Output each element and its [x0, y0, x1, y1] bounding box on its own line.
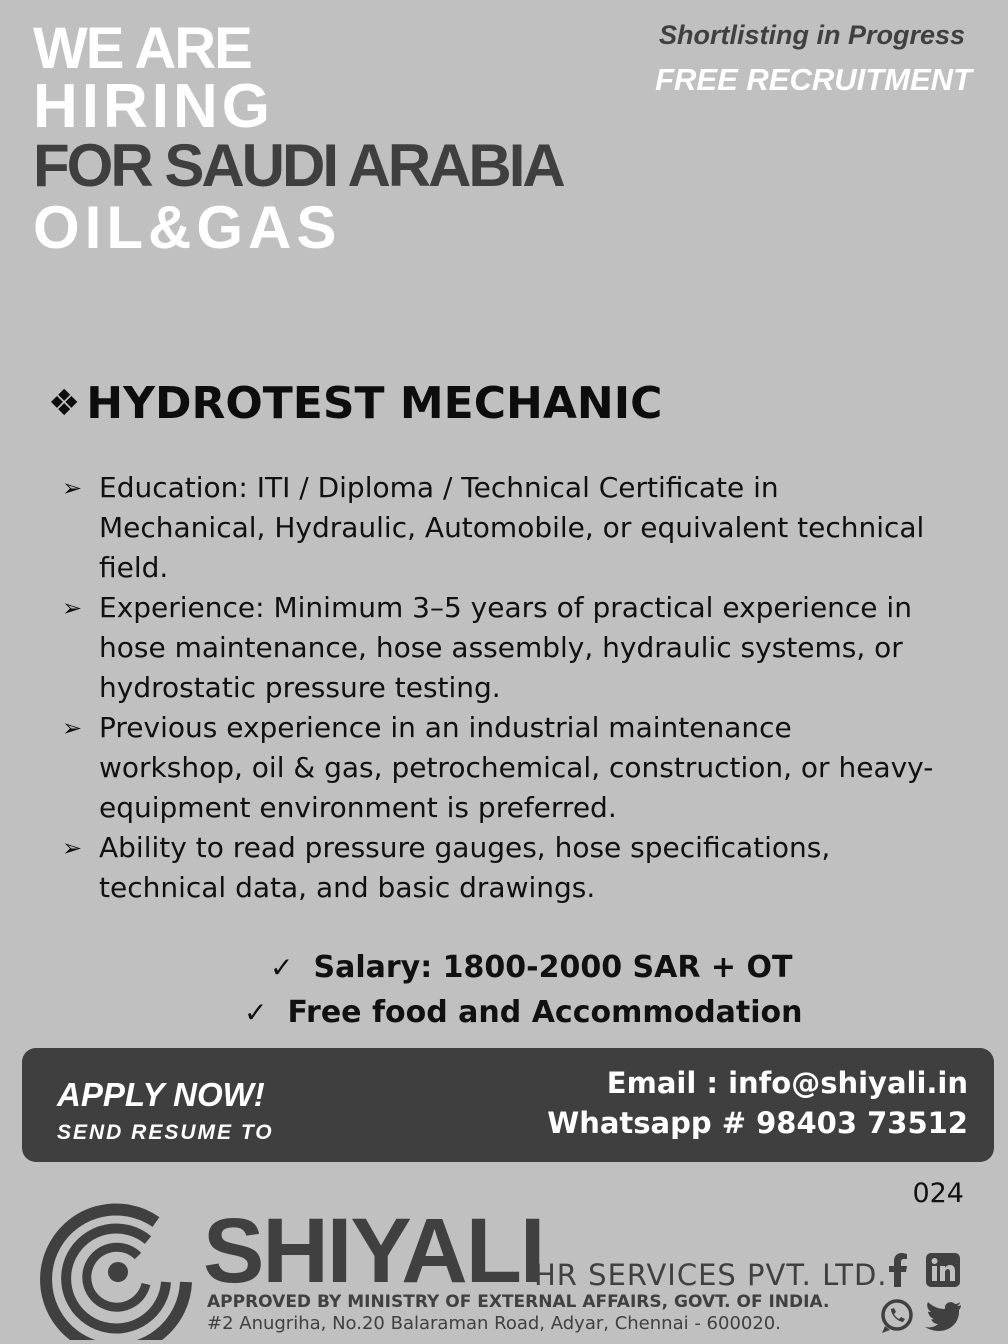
arrow-bullet-icon: ➢ — [62, 834, 83, 862]
arrow-bullet-icon: ➢ — [62, 474, 83, 502]
whatsapp-contact[interactable]: Whatsapp # 98403 73512 — [547, 1106, 968, 1140]
hr-services-label: HR SERVICES PVT. LTD. — [534, 1258, 888, 1292]
arrow-bullet-icon: ➢ — [62, 714, 83, 742]
send-resume-label: SEND RESUME TO — [57, 1121, 274, 1144]
whatsapp-icon[interactable] — [878, 1297, 916, 1335]
facebook-icon[interactable] — [884, 1252, 912, 1288]
requirement-item — [62, 468, 942, 588]
salary-text: Salary: 1800-2000 SAR + OT — [313, 950, 793, 985]
check-icon: ✓ — [270, 951, 294, 984]
apply-banner — [22, 1048, 994, 1162]
requirement-text: Education: ITI / Diploma / Technical Certificate in Mechanical, Hydraulic, Automobile, or equivalent technical field. — [99, 471, 925, 584]
requirement-text: Ability to read pressure gauges, hose specifications, technical data, and basic drawings. — [99, 831, 831, 904]
headline-industry: OIL&GAS — [33, 194, 342, 261]
twitter-icon[interactable] — [924, 1300, 962, 1334]
requirements-list — [62, 468, 942, 908]
company-address: #2 Anugriha, No.20 Balaraman Road, Adyar, Chennai - 600020. — [207, 1313, 781, 1334]
linkedin-icon[interactable] — [925, 1253, 961, 1287]
salary-benefit — [270, 950, 792, 985]
headline-we-are: WE ARE — [33, 16, 251, 81]
job-title-row — [48, 378, 662, 429]
requirement-item — [62, 708, 942, 828]
check-icon: ✓ — [244, 996, 268, 1029]
shortlisting-tag: Shortlisting in Progress — [658, 20, 965, 50]
requirement-text: Previous experience in an industrial maintenance workshop, oil & gas, petrochemical, construction, or heavy-equipment environment is preferred. — [99, 711, 934, 824]
diamonds-bullet-icon: ❖ — [48, 383, 81, 424]
food-benefit — [244, 995, 803, 1030]
food-text: Free food and Accommodation — [287, 995, 803, 1030]
approval-note: APPROVED BY MINISTRY OF EXTERNAL AFFAIRS, GOVT. OF INDIA. — [207, 1292, 830, 1312]
job-title: HYDROTEST MECHANIC — [86, 378, 663, 429]
requirement-item — [62, 588, 942, 708]
free-recruitment-tag: FREE RECRUITMENT — [655, 62, 972, 97]
apply-now-heading: APPLY NOW! — [57, 1076, 265, 1113]
email-contact[interactable]: Email : info@shiyali.in — [606, 1066, 968, 1100]
shiyali-logo-icon — [38, 1192, 196, 1340]
requirement-item — [62, 828, 942, 908]
headline-country: FOR SAUDI ARABIA — [33, 132, 563, 199]
reference-code: 024 — [912, 1178, 964, 1209]
requirement-text: Experience: Minimum 3–5 years of practical experience in hose maintenance, hose assembly, hydraulic systems, or hydrostatic pressure testing. — [99, 591, 912, 704]
arrow-bullet-icon: ➢ — [62, 594, 83, 622]
brand-name: SHIYALI — [203, 1200, 544, 1302]
headline-hiring: HIRING — [33, 72, 274, 141]
